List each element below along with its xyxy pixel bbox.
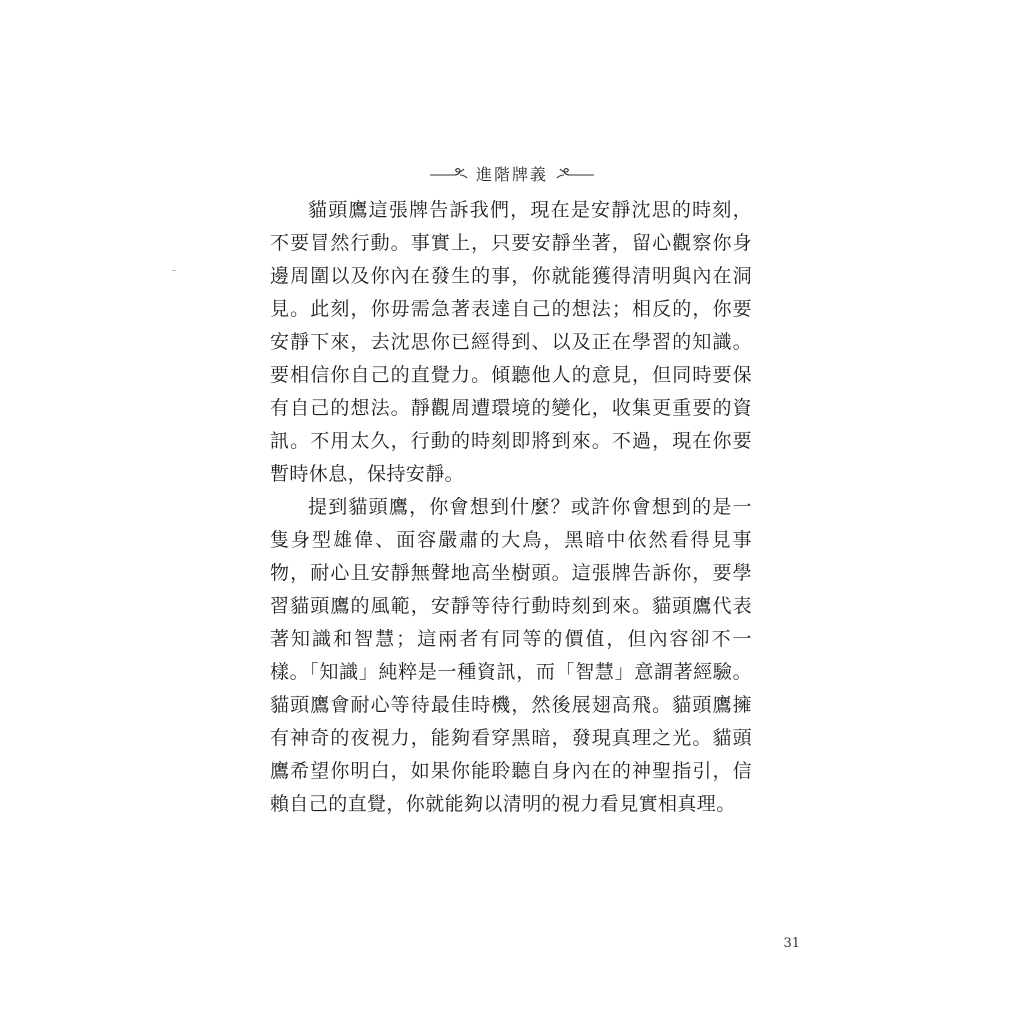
left-flourish-ornament — [430, 166, 470, 180]
paragraph-2: 提到貓頭鷹，你會想到什麼？或許你會想到的是一隻身型雄偉、面容嚴肅的大鳥，黑暗中依然看得見事物，耐心且安靜無聲地高坐樹頭。這張牌告訴你，要學習貓頭鷹的風範，安靜等待行動時刻到來。貓頭鷹代表著知識和智慧；這兩者有同等的價值，但內容卻不一樣。「知識」純粹是一種資訊，而「智慧」意謂著經驗。貓頭鷹會耐心等待最佳時機，然後展翅高飛。貓頭鷹擁有神奇的夜視力，能夠看穿黑暗，發現真理之光。貓頭鷹希望你明白，如果你能聆聽自身內在的神聖指引，信賴自己的直覺，你就能夠以清明的視力看見實相真理。 — [270, 496, 752, 815]
paragraph-1: 貓頭鷹這張牌告訴我們，現在是安靜沈思的時刻，不要冒然行動。事實上，只要安靜坐著，留心觀察你身邊周圍以及你內在發生的事，你就能獲得清明與內在洞見。此刻，你毋需急著表達自己的想法；相反的，你要安靜下來，去沈思你已經得到、以及正在學習的知識。要相信你自己的直覺力。傾聽他人的意見，但同時要保有自己的想法。靜觀周遭環境的變化，收集更重要的資訊。不用太久，行動的時刻即將到來。不過，現在你要暫時休息，保持安靜。 — [270, 199, 752, 485]
right-flourish-ornament — [554, 166, 594, 180]
running-header — [0, 158, 1024, 188]
body-text — [270, 194, 752, 821]
scan-speck — [172, 270, 176, 271]
page-number: 31 — [783, 936, 800, 951]
header-title: 進階牌義 — [475, 164, 548, 184]
